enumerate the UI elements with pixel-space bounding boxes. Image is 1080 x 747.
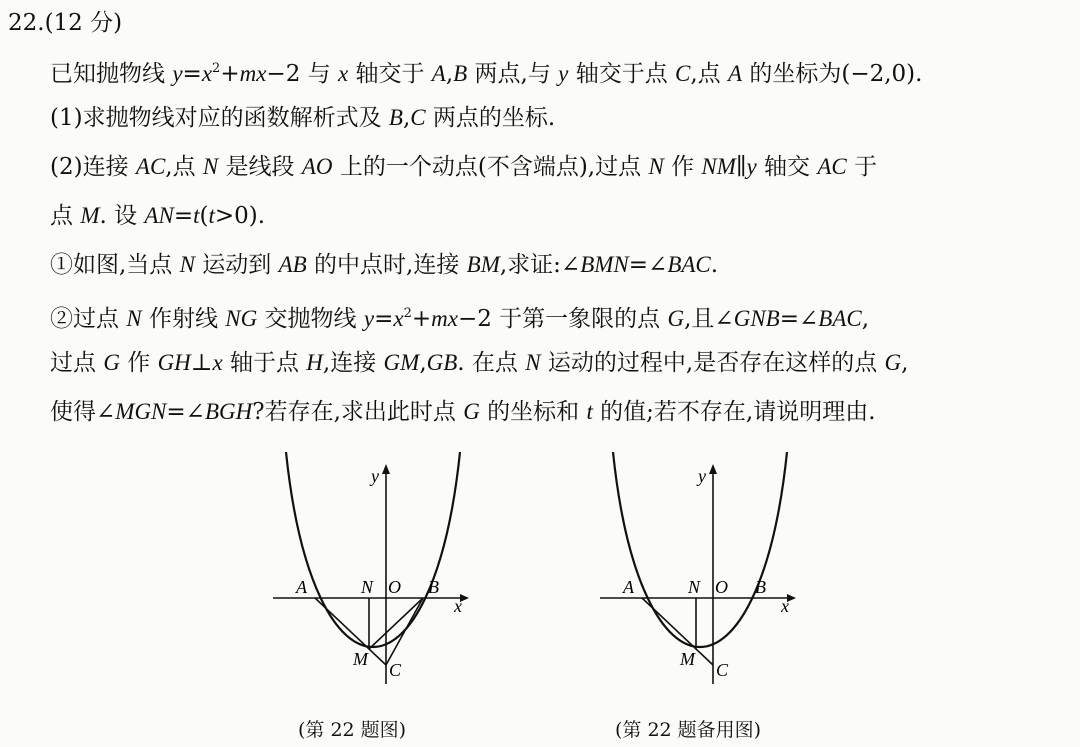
var-GNB: GNB <box>733 306 780 331</box>
var-N: N <box>525 350 541 375</box>
stem-text: 已知抛物线 <box>50 61 173 87</box>
var-x: x <box>393 306 404 331</box>
var-C: C <box>675 61 691 86</box>
var-AC: AC <box>135 154 166 179</box>
part1-text: 两点的坐标. <box>425 105 556 131</box>
part2-text: ( <box>199 203 209 229</box>
segment-BM <box>369 598 423 649</box>
var-BM: BM <box>466 252 500 277</box>
plus-sign: + <box>411 306 432 332</box>
sub2-text: ,连接 <box>322 350 384 376</box>
var-MGN: MGN <box>115 399 167 424</box>
equals-sign: = <box>374 306 394 332</box>
equals-sign: = <box>173 203 194 229</box>
label-C: C <box>389 660 402 680</box>
sub2-text: , <box>901 350 909 376</box>
figure-backup <box>595 452 805 692</box>
label-N: N <box>688 577 701 597</box>
var-t: t <box>208 203 215 228</box>
var-G: G <box>463 399 480 424</box>
sub2-text: ②过点 <box>50 306 127 332</box>
sub1-text: 运动到 <box>194 252 279 278</box>
var-NM: NM <box>701 154 736 179</box>
equals-sign: = <box>182 61 202 87</box>
segment-BC <box>386 598 423 665</box>
exponent: 2 <box>403 306 412 321</box>
part-1 <box>50 103 555 133</box>
sub2-text: 的坐标和 <box>479 399 587 425</box>
label-M: M <box>353 649 368 669</box>
var-x: x <box>337 61 349 86</box>
sub2-text: =∠ <box>779 306 819 332</box>
segment-AC <box>315 598 386 665</box>
figure-backup-caption: (第 22 题备用图) <box>615 719 762 741</box>
sub2-text: =∠ <box>166 399 205 425</box>
stem-text: 的坐标为(−2,0). <box>742 61 923 87</box>
sub1-text: ,求证:∠ <box>499 252 581 278</box>
label-O: O <box>388 577 401 597</box>
part2-text: . 设 <box>99 203 145 229</box>
var-x: x <box>212 350 223 375</box>
sub2-text: ?若存在,求出此时点 <box>252 399 464 425</box>
figure-main-caption: (第 22 题图) <box>298 719 407 741</box>
var-AB: AB <box>278 252 307 277</box>
var-A: A <box>727 61 743 86</box>
label-B: B <box>428 577 439 597</box>
label-B: B <box>755 577 766 597</box>
sub1-text: ①如图,当点 <box>50 252 180 278</box>
label-y: y <box>371 466 379 486</box>
part2-text: 是线段 <box>218 154 302 180</box>
part2-text: >0). <box>214 203 266 229</box>
var-A: A <box>431 61 446 86</box>
label-C: C <box>716 660 729 680</box>
sub1-text: . <box>710 252 719 278</box>
var-mx: mx <box>431 306 458 331</box>
part1-text: , <box>402 105 411 131</box>
var-N: N <box>126 306 142 331</box>
part2-text: 作 <box>663 154 702 180</box>
stem-text: ,点 <box>690 61 728 87</box>
var-G: G <box>884 350 902 375</box>
plus-sign: + <box>220 61 240 87</box>
part2-text: 点 <box>50 203 81 229</box>
label-x: x <box>454 596 462 616</box>
sub2-text: 轴于点 <box>222 350 307 376</box>
sub2-text: , <box>861 306 870 332</box>
part2-text: 轴交 <box>756 154 818 180</box>
label-x: x <box>781 596 789 616</box>
sub2-text: 作射线 <box>141 306 226 332</box>
var-y: y <box>363 306 375 331</box>
var-M: M <box>80 203 100 228</box>
var-BAC: BAC <box>667 252 711 277</box>
label-M: M <box>680 649 695 669</box>
sub-question-2-line-2 <box>50 348 908 378</box>
var-y: y <box>558 61 569 86</box>
sub2-text: . 在点 <box>457 350 526 376</box>
label-A: A <box>623 577 634 597</box>
var-x: x <box>201 61 213 86</box>
label-N: N <box>361 577 374 597</box>
var-AN: AN <box>144 203 174 228</box>
problem-header <box>8 8 122 38</box>
var-y: y <box>746 154 757 179</box>
parallel-sign: ∥ <box>735 154 747 180</box>
sub2-text: 的值;若不存在,请说明理由. <box>592 399 876 425</box>
var-NG: NG <box>225 306 258 331</box>
var-H: H <box>306 350 323 375</box>
label-O: O <box>715 577 728 597</box>
stem-text: 轴交于 <box>348 61 432 87</box>
sub2-text: 运动的过程中,是否存在这样的点 <box>540 350 885 376</box>
part-2-line-2 <box>50 201 265 231</box>
sub1-text: 的中点时,连接 <box>306 252 467 278</box>
stem-text: 轴交于点 <box>568 61 676 87</box>
sub-question-2-line-3 <box>50 397 876 427</box>
sub1-text: =∠ <box>628 252 668 278</box>
var-B: B <box>388 105 403 130</box>
var-BGH: BGH <box>204 399 253 424</box>
var-BAC: BAC <box>818 306 862 331</box>
var-B: B <box>453 61 468 86</box>
part2-text: 于 <box>846 154 878 180</box>
var-t: t <box>586 399 593 424</box>
var-G: G <box>103 350 120 375</box>
part2-text: (2)连接 <box>50 154 136 180</box>
var-GH: GH <box>157 350 191 375</box>
problem-stem <box>50 54 922 89</box>
var-AC: AC <box>817 154 847 179</box>
sub-question-2-line-1 <box>50 299 869 334</box>
segment-AC <box>642 598 713 665</box>
sub2-text: 作 <box>119 350 158 376</box>
var-N: N <box>202 154 219 179</box>
part1-text: (1)求抛物线对应的函数解析式及 <box>50 105 389 131</box>
sub2-text: 过点 <box>50 350 104 376</box>
stem-text: , <box>445 61 454 87</box>
sub2-text: −2 于第一象限的点 <box>457 306 668 332</box>
exponent: 2 <box>212 61 221 76</box>
sub-question-1 <box>50 250 718 280</box>
y-axis-arrow <box>709 464 717 474</box>
sub2-text: ,且∠ <box>684 306 734 332</box>
var-BMN: BMN <box>580 252 629 277</box>
var-G: G <box>667 306 685 331</box>
part2-text: 上的一个动点(不含端点),过点 <box>332 154 649 180</box>
var-N: N <box>648 154 664 179</box>
header-text: 22.(12 分) <box>8 10 123 36</box>
var-N: N <box>179 252 195 277</box>
stem-text: 两点,与 <box>467 61 559 87</box>
var-AO: AO <box>301 154 333 179</box>
stem-text: −2 与 <box>266 61 338 87</box>
figure-main <box>268 452 478 692</box>
sub2-text: , <box>419 350 427 376</box>
var-GB: GB <box>426 350 458 375</box>
label-y: y <box>698 466 706 486</box>
y-axis-arrow <box>382 464 390 474</box>
var-t: t <box>193 203 200 228</box>
var-C: C <box>410 105 426 130</box>
part2-text: ,点 <box>165 154 203 180</box>
perpendicular-sign: ⊥ <box>190 350 213 376</box>
var-y: y <box>172 61 183 86</box>
var-GM: GM <box>383 350 420 375</box>
var-mx: mx <box>239 61 267 86</box>
sub2-text: 使得∠ <box>50 399 116 425</box>
part-2-line-1 <box>50 152 877 182</box>
label-A: A <box>296 577 307 597</box>
sub2-text: 交抛物线 <box>257 306 364 332</box>
